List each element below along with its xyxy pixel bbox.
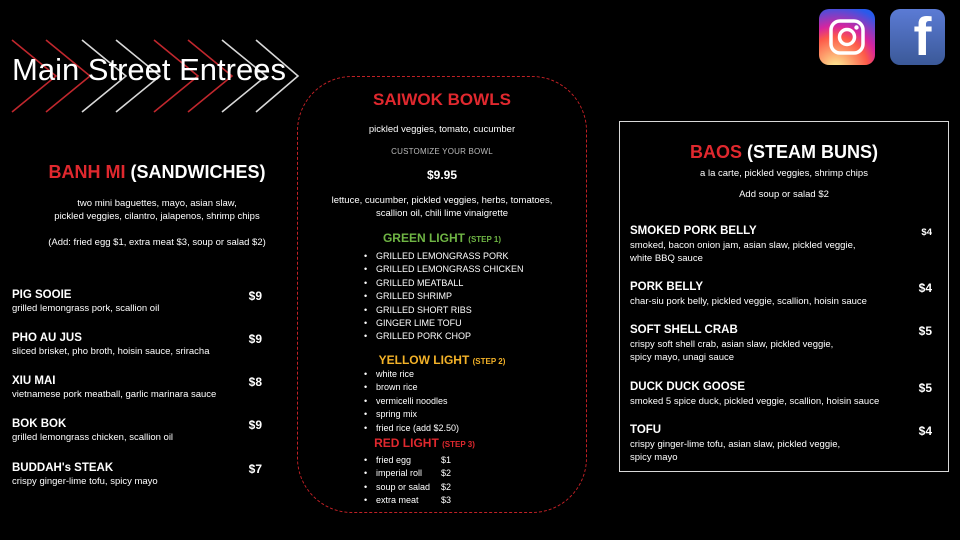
saiwok-title: SAIWOK BOWLS: [373, 90, 511, 109]
red-light-list: [364, 454, 564, 508]
item-name: DUCK DUCK GOOSE: [630, 381, 746, 393]
page-title: Main Street Entrees: [12, 52, 286, 87]
desc-line: white BBQ sauce: [630, 253, 703, 264]
addon-price: $2: [441, 481, 452, 492]
item-description: crispy ginger-lime tofu, spicy mayo: [12, 476, 158, 487]
addon-price: $2: [441, 468, 452, 479]
menu-item: [12, 289, 262, 314]
banh-mi-title: [0, 162, 314, 183]
desc-line: char-siu pork belly, pickled veggie, scallion, hoisin sauce: [630, 296, 867, 307]
item-price: $4: [918, 281, 932, 295]
menu-item: [12, 462, 262, 487]
toppings-line: scallion oil, chili lime vinaigrette: [376, 208, 508, 219]
item-price: $9: [248, 289, 262, 303]
item-name: TOFU: [630, 424, 662, 436]
desc-line: smoked 5 spice duck, pickled veggie, scallion, hoisin sauce: [630, 396, 880, 407]
item-price: $4: [921, 227, 932, 238]
list-item: • white rice: [364, 368, 564, 381]
baos-addon: Add soup or salad $2: [739, 189, 829, 200]
item-name: SOFT SHELL CRAB: [630, 324, 738, 336]
green-light-title: [297, 231, 587, 245]
addon-name: fried egg: [376, 455, 412, 465]
item-price: $8: [248, 375, 262, 389]
item-description: grilled lemongrass pork, scallion oil: [12, 303, 160, 314]
baos-subtitle: a la carte, pickled veggies, shrimp chips: [700, 168, 868, 179]
item-price: $7: [248, 462, 262, 476]
item-description: [630, 338, 932, 364]
item-name: PIG SOOIE: [12, 289, 72, 301]
menu-item: [630, 225, 932, 265]
item-price: $5: [918, 324, 932, 338]
menu-item: [12, 332, 262, 357]
item-name: BOK BOK: [12, 418, 67, 430]
item-description: [630, 295, 932, 308]
addon-name: soup or salad: [376, 481, 431, 492]
menu-item: [630, 381, 932, 408]
item-name: SMOKED PORK BELLY: [630, 225, 757, 237]
menu-item: [630, 424, 932, 464]
desc-line: spicy mayo, unagi sauce: [630, 352, 735, 363]
list-item: [364, 481, 564, 494]
list-item: • GRILLED LEMONGRASS PORK: [364, 250, 564, 263]
saiwok-toppings: [297, 194, 587, 220]
list-item: • GRILLED SHORT RIBS: [364, 304, 564, 317]
yellow-light-label: YELLOW LIGHT: [378, 353, 470, 367]
baos-title-red: BAOS: [689, 142, 742, 162]
green-light-step: (STEP 1): [468, 235, 502, 244]
desc-line: crispy ginger-lime tofu, asian slaw, pickled veggie,: [630, 439, 841, 450]
item-price: $4: [918, 424, 932, 438]
green-light-list: [364, 250, 564, 344]
item-price: $5: [918, 381, 932, 395]
list-item: • vermicelli noodles: [364, 395, 564, 408]
yellow-light-step: (STEP 2): [472, 357, 506, 366]
item-description: [630, 438, 932, 464]
yellow-light-title: [297, 353, 587, 367]
item-description: vietnamese pork meatball, garlic marinara sauce: [12, 389, 217, 400]
banh-mi-title-rest: (SANDWICHES): [130, 162, 266, 182]
banh-mi-desc-line: pickled veggies, cilantro, jalapenos, shrimp chips: [54, 211, 260, 222]
menu-item: [630, 281, 932, 308]
list-item: [364, 467, 564, 480]
item-description: [630, 239, 932, 265]
list-item: • GRILLED MEATBALL: [364, 277, 564, 290]
item-name: BUDDAH's STEAK: [12, 462, 114, 474]
baos-title-rest: (STEAM BUNS): [747, 142, 879, 162]
item-name: XIU MAI: [12, 375, 56, 387]
list-item: • brown rice: [364, 381, 564, 394]
addon-name: extra meat: [376, 495, 419, 506]
list-item: • GINGER LIME TOFU: [364, 317, 564, 330]
item-description: sliced brisket, pho broth, hoisin sauce, sriracha: [12, 346, 210, 357]
red-light-step: (STEP 3): [442, 440, 475, 449]
banh-mi-addons: (Add: fried egg $1, extra meat $3, soup or salad $2): [48, 237, 266, 248]
baos-title: [619, 142, 949, 163]
item-description: [630, 395, 932, 408]
item-name: PORK BELLY: [630, 281, 704, 293]
list-item: • spring mix: [364, 408, 564, 421]
addon-price: $3: [441, 495, 452, 506]
menu-item: [630, 324, 932, 364]
red-light-title: [297, 436, 552, 450]
addon-price: $1: [441, 455, 452, 465]
instagram-glyph: [827, 17, 867, 57]
desc-line: spicy mayo: [630, 452, 678, 463]
green-light-label: GREEN LIGHT: [382, 231, 465, 245]
saiwok-price: $9.95: [426, 168, 458, 182]
list-item: [364, 454, 564, 467]
list-item: • GRILLED PORK CHOP: [364, 330, 564, 343]
list-item: • GRILLED SHRIMP: [364, 290, 564, 303]
banh-mi-title-red: BANH MI: [48, 162, 126, 182]
toppings-line: lettuce, cucumber, pickled veggies, herbs, tomatoes,: [331, 195, 553, 206]
list-item: • fried rice (add $2.50): [364, 422, 564, 435]
banh-mi-desc-line: two mini baguettes, mayo, asian slaw,: [77, 198, 237, 209]
menu-item: [12, 375, 262, 400]
facebook-glyph: f: [913, 7, 932, 67]
desc-line: crispy soft shell crab, asian slaw, pickled veggie,: [630, 339, 834, 350]
addon-name: imperial roll: [376, 468, 423, 479]
instagram-icon[interactable]: [819, 9, 875, 65]
desc-line: smoked, bacon onion jam, asian slaw, pickled veggie,: [630, 240, 856, 251]
yellow-light-list: [364, 368, 564, 435]
item-price: $9: [248, 332, 262, 346]
list-item: [364, 494, 564, 507]
facebook-icon[interactable]: [890, 9, 945, 65]
red-light-label: RED LIGHT: [374, 436, 439, 450]
customize-label: CUSTOMIZE YOUR BOWL: [391, 147, 493, 156]
list-item: • GRILLED LEMONGRASS CHICKEN: [364, 263, 564, 276]
menu-item: [12, 418, 262, 443]
item-price: $9: [248, 418, 262, 432]
item-name: PHO AU JUS: [12, 332, 82, 344]
banh-mi-description: [0, 197, 314, 223]
saiwok-base: pickled veggies, tomato, cucumber: [368, 124, 516, 135]
item-description: grilled lemongrass chicken, scallion oil: [12, 432, 174, 443]
